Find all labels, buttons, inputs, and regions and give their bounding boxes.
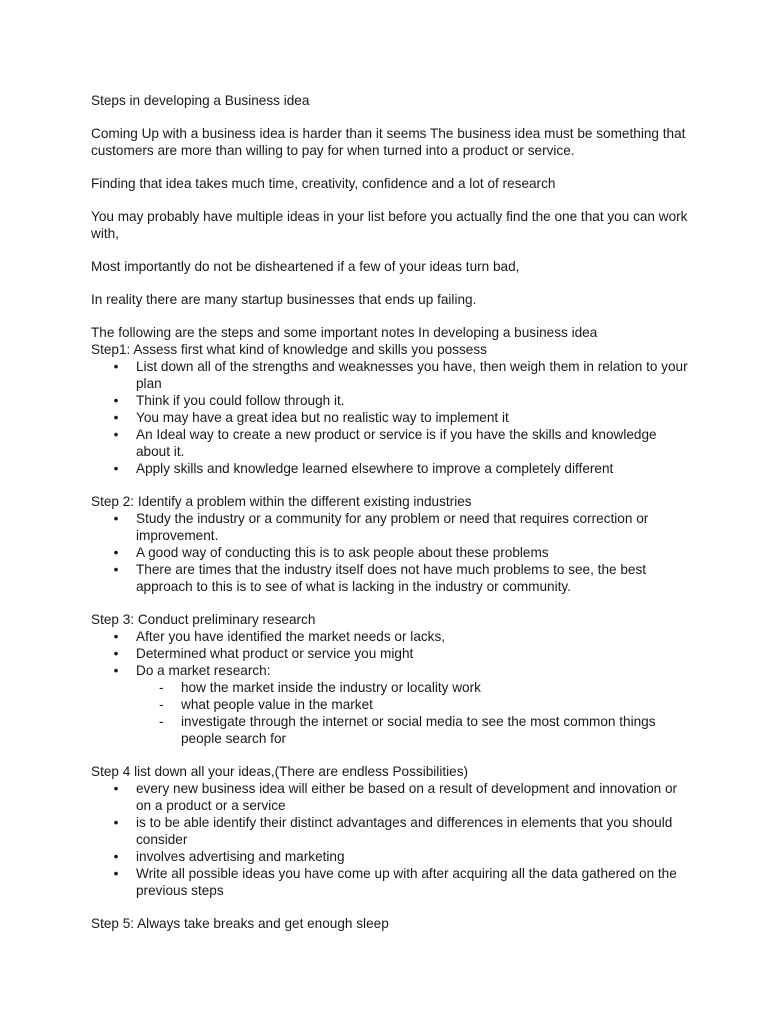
list-item bbox=[91, 848, 691, 865]
bullet-icon: • bbox=[113, 461, 119, 476]
list-item-text: involves advertising and marketing bbox=[136, 849, 345, 864]
list-item-text: After you have identified the market needs or lacks, bbox=[136, 629, 446, 644]
list-item bbox=[91, 561, 691, 595]
steps-lead: The following are the steps and some important notes In developing a business idea bbox=[91, 325, 598, 340]
list-item-text: An Ideal way to create a new product or service is if you have the skills and knowledge about it. bbox=[136, 427, 657, 459]
intro-paragraph: Coming Up with a business idea is harder than it seems The business idea must be something that customers are more than willing to pay for when turned into a product or service. bbox=[91, 126, 686, 158]
step-3-bullet-list bbox=[91, 628, 691, 679]
step-3-sub-list bbox=[91, 679, 691, 747]
list-item bbox=[91, 814, 691, 848]
list-item-text: A good way of conducting this is to ask people about these problems bbox=[136, 545, 549, 560]
bullet-icon: • bbox=[113, 629, 119, 644]
sub-list-item bbox=[91, 696, 691, 713]
list-item-text: Think if you could follow through it. bbox=[136, 393, 345, 408]
list-item bbox=[91, 510, 691, 544]
step-4-heading: Step 4 list down all your ideas,(There are endless Possibilities) bbox=[91, 764, 469, 779]
bullet-icon: • bbox=[113, 663, 119, 678]
list-item bbox=[91, 662, 691, 679]
bullet-icon: • bbox=[113, 646, 119, 661]
list-item-text: is to be able identify their distinct advantages and differences in elements that you should consider bbox=[136, 815, 673, 847]
bullet-icon: • bbox=[113, 359, 119, 374]
intro-paragraph: You may probably have multiple ideas in your list before you actually find the one that you can work with, bbox=[91, 209, 688, 241]
list-item-text: Determined what product or service you might bbox=[136, 646, 414, 661]
step-2-bullet-list bbox=[91, 510, 691, 595]
step-1-heading: Step1: Assess first what kind of knowledge and skills you possess bbox=[91, 342, 487, 357]
list-item-text: List down all of the strengths and weaknesses you have, then weigh them in relation to your plan bbox=[136, 359, 688, 391]
sub-list-item-text: what people value in the market bbox=[181, 697, 373, 712]
bullet-icon: • bbox=[113, 781, 119, 796]
list-item-text: Study the industry or a community for any problem or need that requires correction or improvement. bbox=[136, 511, 649, 543]
bullet-icon: • bbox=[113, 410, 119, 425]
list-item-text: Do a market research: bbox=[136, 663, 271, 678]
step-5-heading: Step 5: Always take breaks and get enough sleep bbox=[91, 916, 389, 931]
list-item-text: Apply skills and knowledge learned elsewhere to improve a completely different bbox=[136, 461, 614, 476]
step-3-heading: Step 3: Conduct preliminary research bbox=[91, 612, 316, 627]
intro-paragraph: In reality there are many startup businesses that ends up failing. bbox=[91, 292, 477, 307]
intro-paragraph: Finding that idea takes much time, creativity, confidence and a lot of research bbox=[91, 176, 556, 191]
list-item-text: Write all possible ideas you have come up with after acquiring all the data gathered on the previous steps bbox=[136, 866, 677, 898]
list-item bbox=[91, 392, 691, 409]
sub-list-item bbox=[91, 713, 691, 747]
step-1-bullet-list bbox=[91, 358, 691, 477]
bullet-icon: • bbox=[113, 866, 119, 881]
list-item bbox=[91, 645, 691, 662]
bullet-icon: • bbox=[113, 427, 119, 442]
document-title: Steps in developing a Business idea bbox=[91, 93, 310, 108]
bullet-icon: • bbox=[113, 545, 119, 560]
intro-paragraph: Most importantly do not be disheartened if a few of your ideas turn bad, bbox=[91, 259, 520, 274]
list-item-text: every new business idea will either be based on a result of development and innovation or on a product or a service bbox=[136, 781, 678, 813]
step-4-bullet-list bbox=[91, 780, 691, 899]
bullet-icon: • bbox=[113, 393, 119, 408]
bullet-icon: • bbox=[113, 815, 119, 830]
list-item bbox=[91, 460, 691, 477]
list-item bbox=[91, 358, 691, 392]
list-item bbox=[91, 409, 691, 426]
dash-icon: - bbox=[159, 680, 164, 695]
dash-icon: - bbox=[159, 714, 164, 729]
dash-icon: - bbox=[159, 697, 164, 712]
bullet-icon: • bbox=[113, 849, 119, 864]
list-item bbox=[91, 544, 691, 561]
list-item bbox=[91, 426, 691, 460]
document-body bbox=[91, 92, 691, 932]
bullet-icon: • bbox=[113, 511, 119, 526]
list-item bbox=[91, 780, 691, 814]
list-item-text: There are times that the industry itself does not have much problems to see, the best approach to this is to see of what is lacking in the industry or community. bbox=[136, 562, 647, 594]
sub-list-item-text: investigate through the internet or social media to see the most common things people search for bbox=[181, 714, 656, 746]
step-2-heading: Step 2: Identify a problem within the different existing industries bbox=[91, 494, 472, 509]
sub-list-item-text: how the market inside the industry or locality work bbox=[181, 680, 481, 695]
list-item bbox=[91, 865, 691, 899]
list-item-text: You may have a great idea but no realistic way to implement it bbox=[136, 410, 509, 425]
bullet-icon: • bbox=[113, 562, 119, 577]
list-item bbox=[91, 628, 691, 645]
sub-list-item bbox=[91, 679, 691, 696]
